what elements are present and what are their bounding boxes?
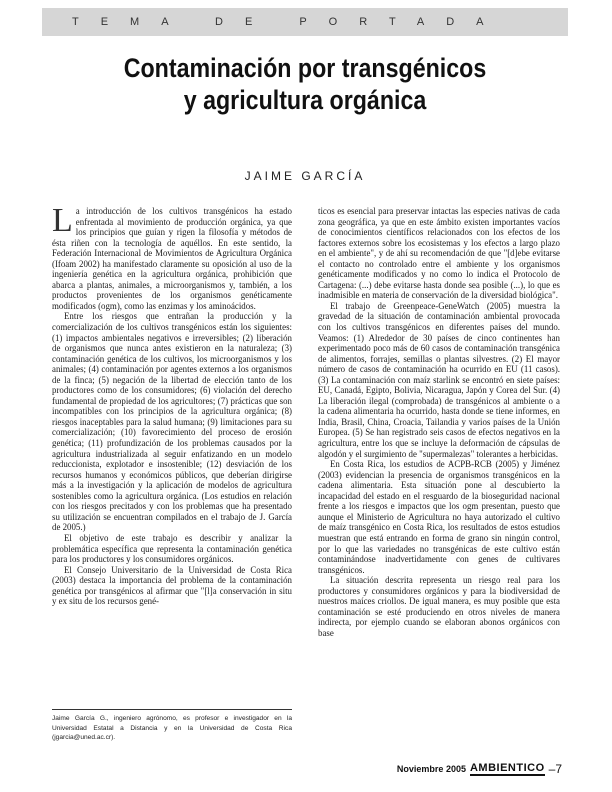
page-footer <box>397 761 562 777</box>
footnote-divider <box>52 709 292 710</box>
paragraph: En Costa Rica, los estudios de ACPB-RCB (2005) y Jiménez (2003) evidencian la presencia de organismos transgénicos en la cadena alimentaria. Esta situación pone al descubierto la incapacidad del estado en el resguardo de la bioseguridad nacional frente a los riesgos e impactos que los ogm presentan, puesto que aunque el Ministerio de Agricultura no haya autorizado el cultivo de maíz transgénico en Costa Rica, los resultados de estos estudios muestran que está entrando en forma de grano sin ningún control, por lo que las variedades no transgénicas de este cultivo están contaminándose inadvertidamente con genes de cultivares transgénicos. <box>318 459 560 575</box>
issue-date: Noviembre 2005 <box>396 764 466 774</box>
paragraph: El objetivo de este trabajo es describir y analizar la problemática específica que representa la contaminación genética para los productores y los consumidores orgánicos. <box>52 532 292 565</box>
paragraph: Entre los riesgos que entrañan la producción y la comercialización de los cultivos transgénicos están los siguientes: (1) impactos ambientales negativos e irreversibles; (2) liberación de organismos que nunca antes existieron en la naturaleza; (3) contaminación genética de los cultivos, los microorganismos y los animales; (4) contaminación por agentes externos a los organismos de la finca; (5) negación de la libertad de elección tanto de los productores como de los consumidores; (6) violación del derecho fundamental de propiedad de los agricultores; (7) prácticas que son incompatibles con los principios de la agricultura orgánica; (8) riesgos inaceptables para la salud humana; (9) limitaciones para su comercialización; (10) favorecimiento del proceso de erosión genética; (11) profundización de los problemas causados por la agricultura industrializada al seguir enfatizando en un modelo reduccionista, explotador e insostenible; (12) desviación de los recursos humanos y económicos públicos, que deberían dirigirse más a la investigación y la aplicación de modelos de agricultura sostenibles como la agricultura orgánica. (Los estudios en relación con los riesgos precitados y con los problemas que ha presentado su utilización se encuentran compilados en el trabajo de J. García de 2005.) <box>52 311 292 533</box>
paragraph-text: a introducción de los cultivos transgénicos ha estado enfrentada al movimiento de producción orgánica, ya que los principios que guían y rigen la filosofía y métodos de ésta riñen con la tecnología de aquéllos. En este sentido, la Federación Internacional de Movimientos de Agricultura Orgánica (Ifoam 2002) ha manifestado claramente su oposición al uso de la ingeniería genética en la agricultura orgánica, prohibición que abarca a plantas, animales, a microorganismos y, también, a los productos provenientes de los organismos genéticamente modificados (ogm), como las enzimas y los aminoácidos. <box>52 206 292 311</box>
author-name: JAIME GARCÍA <box>244 169 366 183</box>
title-line-2: y agricultura orgánica <box>183 85 427 115</box>
paragraph <box>52 206 292 311</box>
author-footnote: Jaime García G., ingeniero agrónomo, es profesor e investigador en la Universidad Estatal a Distancia y en la Universidad de Costa Rica (jgarcia@uned.ac.cr). <box>52 715 292 742</box>
section-label: TEMA DE PORTADA <box>72 16 506 28</box>
title-line-1: Contaminación por transgénicos <box>123 53 487 83</box>
drop-cap: L <box>52 206 73 239</box>
left-column <box>52 206 292 704</box>
magazine-logo: AMBIENTICO <box>469 761 545 774</box>
paragraph: El trabajo de Greenpeace-GeneWatch (2005) muestra la gravedad de la situación de contaminación ambiental provocada con los cultivos transgénicos en diferentes países del mundo. Veamos: (1) Alrededor de 30 países de cinco continentes han experimentado poco más de 60 casos de contaminación transgénica de alimentos, forrajes, semillas o plantas silvestres. (2) El mayor número de casos de contaminación ha ocurrido en EU (11 casos). (3) La contaminación con maíz starlink se encontró en siete países: EU, Canadá, Egipto, Bolivia, Nicaragua, Japón y Corea del Sur. (4) La liberación ilegal (comprobada) de transgénicos al ambiente o a la cadena alimentaria ha ocurrido, hasta donde se tiene informes, en India, Brasil, China, Croacia, Tailandia y varios países de la Unión Europea. (5) Se han registrado seis casos de efectos negativos en la agricultura, entre los que se incluye la deformación de cápsulas de algodón y el surgimiento de "supermalezas" tolerantes a herbicidas. <box>318 300 560 459</box>
page-number: –7 <box>548 762 562 776</box>
right-column <box>318 206 560 758</box>
paragraph: La situación descrita representa un riesgo real para los productores y consumidores orgánicos y para la biodiversidad de nuestros maíces criollos. De igual manera, es muy posible que esta contaminación se esté produciendo en otros niveles de manera indirecta, por ejemplo cuando se elaboran abonos orgánicos con base <box>318 575 560 638</box>
article-title <box>79 52 531 116</box>
paragraph: ticos es esencial para preservar intactas las especies nativas de cada zona geográfica, ya que en este ámbito existen importantes vacíos de conocimientos científicos relacionados con los efectos de los factores externos sobre los ecosistemas y los efectos a largo plazo en el ambiente", y de ahí su recomendación de que "[d]ebe evitarse el contacto no controlado entre el ambiente y los organismos genéticamente modificados y no como lo indica el Protocolo de Cartagena: (...) debe evitarse hasta donde sea posible (...), lo que es inadmisible en materia de conservación de la diversidad biológica". <box>318 206 560 301</box>
paragraph: El Consejo Universitario de la Universidad de Costa Rica (2003) destaca la importancia del problema de la contaminación genética por transgénicos al afirmar que "[l]a conservación in situ y ex situ de los recursos gené- <box>52 564 292 607</box>
